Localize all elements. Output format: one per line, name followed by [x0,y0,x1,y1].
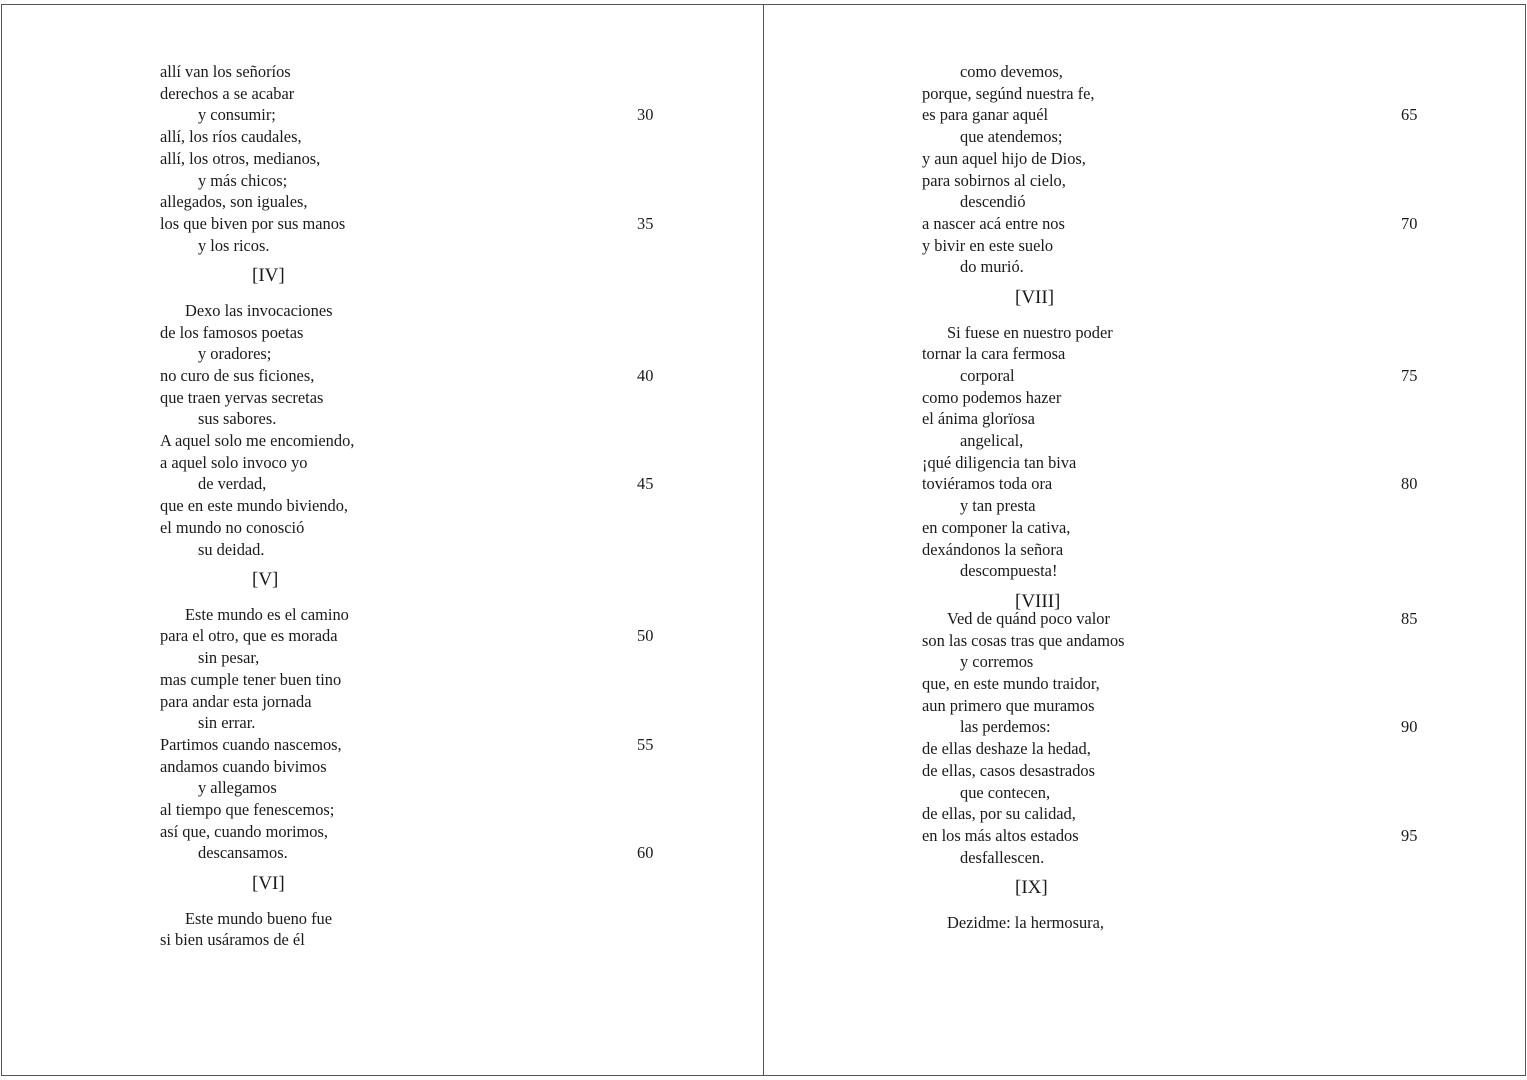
verse-line: el ánima glorïosa [922,409,1035,429]
verse-line: no curo de sus ficiones, [160,365,315,385]
verse-line: los que biven por sus manos [160,213,346,233]
stanza-heading: [VII] [1015,287,1055,308]
verse-line: toviéramos toda ora [922,474,1053,494]
verse-line: si bien usáramos de él [160,930,305,950]
verse-line: es para ganar aquél [922,105,1049,125]
verse-line: sin errar. [198,713,256,733]
verse-line: sin pesar, [198,648,260,668]
verse-line: que traen yervas secretas [160,387,324,407]
line-number: 80 [1401,474,1418,494]
verse-line: porque, segúnd nuestra fe, [922,83,1095,103]
line-number: 30 [637,105,654,125]
verse-line: ¡qué diligencia tan biva [922,452,1077,472]
line-number: 55 [637,734,654,754]
verse-line: A aquel solo me encomiendo, [160,431,355,450]
right-page [763,4,1526,1076]
line-number: 70 [1401,213,1418,233]
verse-line: Si fuese en nuestro poder [947,322,1113,342]
verse-line: son las cosas tras que andamos [922,630,1125,650]
verse-line: de verdad, [198,474,267,494]
verse-line: que contecen, [960,782,1051,802]
verse-line: así que, cuando morimos, [160,821,328,841]
verse-line: al tiempo que fenescemos; [160,800,335,819]
verse-line: de los famosos poetas [160,322,304,342]
verse-line: de ellas, casos desastrados [922,760,1095,780]
stanza-heading: [VI] [252,873,285,895]
verse-line: de ellas deshaze la hedad, [922,739,1091,759]
verse-line: mas cumple tener buen tino [160,669,342,689]
verse-line: do murió. [960,257,1024,277]
verse-line: derechos a se acabar [160,83,295,103]
verse-line: las perdemos: [960,717,1051,737]
line-number: 85 [1401,608,1418,628]
verse-line: descansamos. [198,843,288,863]
line-number: 60 [637,843,654,863]
verse-line: para el otro, que es morada [160,626,338,646]
verse-line: y más chicos; [198,170,288,190]
line-number: 35 [637,213,654,233]
verse-line: y aun aquel hijo de Dios, [922,148,1086,168]
stanza-heading: [IX] [1015,877,1048,899]
verse-line: dexándonos la señora [922,539,1064,559]
verse-line: y bivir en este suelo [922,235,1054,255]
verse-line: Este mundo bueno fue [185,908,333,928]
line-number: 45 [637,474,654,494]
verse-line: Ved de quánd poco valor [947,608,1110,628]
verse-line: que en este mundo biviendo, [160,496,348,516]
verse-line: allegados, son iguales, [160,192,308,212]
line-number: 65 [1401,105,1418,125]
verse-line: y allegamos [198,778,277,798]
stanza-heading: [VIII] [1015,590,1061,612]
verse-line: y tan presta [960,496,1036,516]
verse-line: de ellas, por su calidad, [922,804,1076,824]
verse-line: que atendemos; [960,127,1063,147]
verse-line: Partimos cuando nascemos, [160,734,342,754]
verse-line: como podemos hazer [922,387,1062,407]
verse-line: que, en este mundo traidor, [922,674,1100,693]
verse-line: sus sabores. [198,409,277,429]
left-page [1,4,764,1076]
verse-line: Dezidme: la hermosura, [947,912,1105,932]
verse-line: y oradores; [198,344,272,364]
line-number: 95 [1401,825,1418,845]
verse-line: y los ricos. [198,235,270,255]
verse-line: para andar esta jornada [160,691,312,711]
line-number: 40 [637,365,654,385]
line-number: 90 [1401,717,1418,737]
verse-line: allí, los ríos caudales, [160,127,302,147]
verse-line: corporal [960,365,1015,385]
verse-line: Este mundo es el camino [185,604,349,624]
line-number: 75 [1401,365,1418,385]
verse-line: a aquel solo invoco yo [160,452,308,472]
verse-line: andamos cuando bivimos [160,756,327,776]
stanza-heading: [V] [252,569,279,591]
verse-line: angelical, [960,431,1024,450]
verse-line: descompuesta! [960,561,1058,581]
verse-line: su deidad. [198,539,265,559]
verse-line: descendió [960,192,1026,212]
verse-line: a nascer acá entre nos [922,213,1065,233]
stanza-heading: [IV] [252,265,285,287]
verse-line: desfallescen. [960,847,1045,867]
verse-line: y consumir; [198,105,276,125]
line-number: 50 [637,626,654,646]
verse-line: Dexo las invocaciones [185,300,333,320]
verse-line: tornar la cara fermosa [922,344,1066,364]
verse-line: allí, los otros, medianos, [160,148,321,168]
verse-line: allí van los señoríos [160,62,291,81]
verse-line: en los más altos estados [922,825,1079,845]
verse-line: como devemos, [960,62,1063,81]
verse-line: el mundo no conosció [160,517,305,537]
verse-line: para sobirnos al cielo, [922,170,1066,190]
verse-line: aun primero que muramos [922,695,1095,715]
verse-line: en componer la cativa, [922,517,1071,537]
verse-line: y corremos [960,652,1034,672]
